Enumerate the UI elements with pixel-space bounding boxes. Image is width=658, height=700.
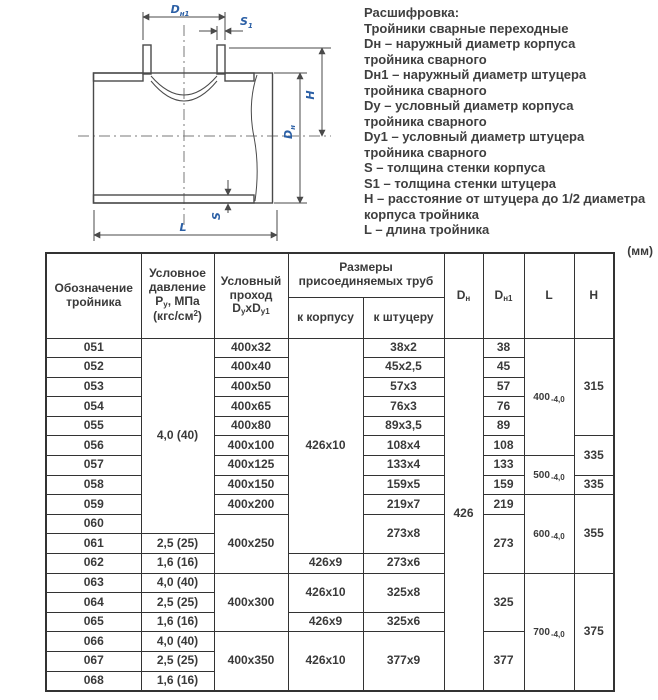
table-row (46, 338, 614, 358)
table-cell: 89x3,5 (363, 416, 444, 436)
dimension-dn (274, 73, 307, 203)
table-cell: 062 (46, 554, 141, 574)
table-cell: $700_{-4,0}$ (524, 573, 574, 691)
table-cell: 426x9 (288, 612, 363, 632)
table-cell: 057 (46, 456, 141, 476)
table-cell: 133 (483, 456, 524, 476)
table-cell: 2,5 (25) (141, 534, 214, 554)
table-cell: 4,0 (40) (141, 632, 214, 652)
table-cell: 159 (483, 475, 524, 495)
legend-line: L – длина тройника (364, 222, 490, 237)
table-cell: 426x9 (288, 554, 363, 574)
table-cell: 426 (444, 338, 483, 691)
table-cell: 325 (483, 573, 524, 632)
table-cell: 051 (46, 338, 141, 358)
table-cell: 57 (483, 377, 524, 397)
legend-line: Dн – наружный диаметр корпуса (364, 36, 576, 51)
legend-line: тройника сварного (364, 82, 487, 98)
legend (364, 5, 656, 238)
table-cell: 377 (483, 632, 524, 691)
dimension-s1 (199, 15, 253, 40)
header-bore (214, 253, 288, 338)
table-cell: 426x10 (288, 338, 363, 554)
header-text: проход (229, 287, 273, 302)
table-cell: 426x10 (288, 573, 363, 612)
table-cell: 2,5 (25) (141, 652, 214, 672)
header-pressure (141, 253, 214, 338)
header-height (574, 253, 614, 338)
header-subscript: у1 (260, 307, 270, 317)
table-cell: 159x5 (363, 475, 444, 495)
dimension-h (229, 48, 331, 136)
legend-line: корпуса тройника (364, 206, 480, 222)
table-cell: 375 (574, 573, 614, 691)
header-to-branch (363, 297, 444, 338)
table-cell: 400x50 (214, 377, 288, 397)
table-cell: 4,0 (40) (141, 573, 214, 593)
table-cell: 058 (46, 475, 141, 495)
table-cell: 400x80 (214, 416, 288, 436)
table-cell: 400x300 (214, 573, 288, 632)
header-text: тройника (66, 294, 122, 309)
header-text: Условное (149, 266, 206, 281)
tee-drawing (0, 0, 360, 246)
table-cell: 45x2,5 (363, 358, 444, 378)
header-text: D (456, 287, 466, 302)
table-body (46, 338, 614, 691)
legend-line: тройника сварного (364, 144, 487, 160)
header-dn1 (483, 253, 524, 338)
dim-label-s: S (210, 212, 223, 220)
legend-line: тройника сварного (364, 113, 487, 129)
header-length (524, 253, 574, 338)
legend-line: тройника сварного (364, 51, 487, 67)
table-cell: 355 (574, 495, 614, 573)
table-cell: 335 (574, 475, 614, 495)
header-text: D (494, 287, 504, 302)
table-cell: $400_{-4,0}$ (524, 338, 574, 456)
table-cell: 273x8 (363, 514, 444, 553)
table-cell: 400x125 (214, 456, 288, 476)
legend-line: S – толщина стенки корпуса (364, 160, 546, 175)
dim-label-dn1: $D_{н1}$ (170, 3, 190, 18)
table-cell: 273x6 (363, 554, 444, 574)
dimension-l (94, 210, 277, 241)
table-cell: $600_{-4,0}$ (524, 495, 574, 573)
header-text: ) (197, 309, 202, 324)
header-dn (444, 253, 483, 338)
header-text: H (589, 287, 599, 302)
table-header-row (46, 253, 614, 297)
header-text: D (252, 301, 261, 316)
header-subscript: у (240, 307, 246, 317)
header-superscript: 2 (193, 309, 198, 319)
table-cell: 325x8 (363, 573, 444, 612)
table-cell: 064 (46, 593, 141, 613)
table-cell: 059 (46, 495, 141, 515)
table-cell: 400x150 (214, 475, 288, 495)
header-text: D (232, 301, 241, 316)
header-subscript: н (465, 293, 471, 303)
header-text: Обозначение (54, 280, 133, 295)
table-cell: 89 (483, 416, 524, 436)
table-cell: 76 (483, 397, 524, 417)
table-cell: 325x6 (363, 612, 444, 632)
header-subscript: у (163, 300, 168, 310)
legend-line: Тройники сварные переходные (364, 20, 569, 36)
header-text: L (545, 287, 553, 302)
header-text: Размеры (339, 260, 393, 275)
table-cell: 1,6 (16) (141, 554, 214, 574)
header-text: x (245, 301, 253, 316)
header-text: (кгс/см (153, 309, 194, 324)
dim-label-s1: $S_1$ (240, 15, 253, 30)
tee-dimensions-table (45, 252, 615, 692)
legend-line: S1 – толщина стенки штуцера (364, 175, 557, 191)
tee-body (94, 73, 273, 203)
header-to-body (288, 297, 363, 338)
legend-line: Dу1 – условный диаметр штуцера (364, 129, 585, 144)
table-cell: 068 (46, 671, 141, 691)
weld-transition-line (251, 75, 257, 201)
table-cell: 219x7 (363, 495, 444, 515)
table-cell: 400x350 (214, 632, 288, 691)
table-cell: 38x2 (363, 338, 444, 358)
table-cell: 052 (46, 358, 141, 378)
table-cell: 400x250 (214, 514, 288, 573)
units-label: (мм) (627, 244, 653, 258)
table-cell: 053 (46, 377, 141, 397)
table-cell: 377x9 (363, 632, 444, 691)
table-cell: 57x3 (363, 377, 444, 397)
table-cell: 1,6 (16) (141, 671, 214, 691)
dim-label-h: H (304, 90, 317, 100)
table-cell: 315 (574, 338, 614, 436)
table-row (46, 573, 614, 593)
header-text: к штуцеру (373, 309, 434, 324)
table-cell: 4,0 (40) (141, 338, 214, 534)
table-cell: 063 (46, 573, 141, 593)
dim-label-dn: $D_н$ (282, 125, 297, 139)
table-cell: 108x4 (363, 436, 444, 456)
header-text: Условный (220, 273, 282, 288)
dim-label-l: L (179, 221, 187, 234)
table-cell: 108 (483, 436, 524, 456)
table-cell: 065 (46, 612, 141, 632)
table-cell: 400x100 (214, 436, 288, 456)
table-cell: 400x32 (214, 338, 288, 358)
table-cell: 133x4 (363, 456, 444, 476)
table-cell: 067 (46, 652, 141, 672)
table-cell: 273 (483, 514, 524, 573)
header-text: присоединяемых труб (298, 274, 434, 289)
header-pipe-sizes (288, 253, 444, 297)
header-designation (46, 253, 141, 338)
legend-line: Dн1 – наружный диаметр штуцера (364, 67, 587, 82)
legend-line: Dу – условный диаметр корпуса (364, 98, 574, 113)
table-cell: 335 (574, 436, 614, 475)
table-cell: 45 (483, 358, 524, 378)
header-text: давление (149, 280, 206, 295)
header-text: P (155, 294, 164, 309)
table-cell: 400x40 (214, 358, 288, 378)
table-cell: $500_{-4,0}$ (524, 456, 574, 495)
table-cell: 400x200 (214, 495, 288, 515)
table-cell: 066 (46, 632, 141, 652)
dimension-s (210, 180, 228, 220)
header-text: , МПа (167, 294, 200, 309)
table-cell: 054 (46, 397, 141, 417)
table-cell: 060 (46, 514, 141, 534)
table-cell: 056 (46, 436, 141, 456)
table-cell: 1,6 (16) (141, 612, 214, 632)
legend-line: Расшифровка: (364, 5, 460, 20)
table-cell: 426x10 (288, 632, 363, 691)
legend-line: H – расстояние от штуцера до 1/2 диаметра (364, 191, 646, 206)
table-cell: 2,5 (25) (141, 593, 214, 613)
header-text: к корпусу (297, 309, 354, 324)
table-cell: 76x3 (363, 397, 444, 417)
table-cell: 38 (483, 338, 524, 358)
table-cell: 219 (483, 495, 524, 515)
table-cell: 061 (46, 534, 141, 554)
header-subscript: н1 (503, 293, 513, 303)
table-cell: 400x65 (214, 397, 288, 417)
table-cell: 055 (46, 416, 141, 436)
